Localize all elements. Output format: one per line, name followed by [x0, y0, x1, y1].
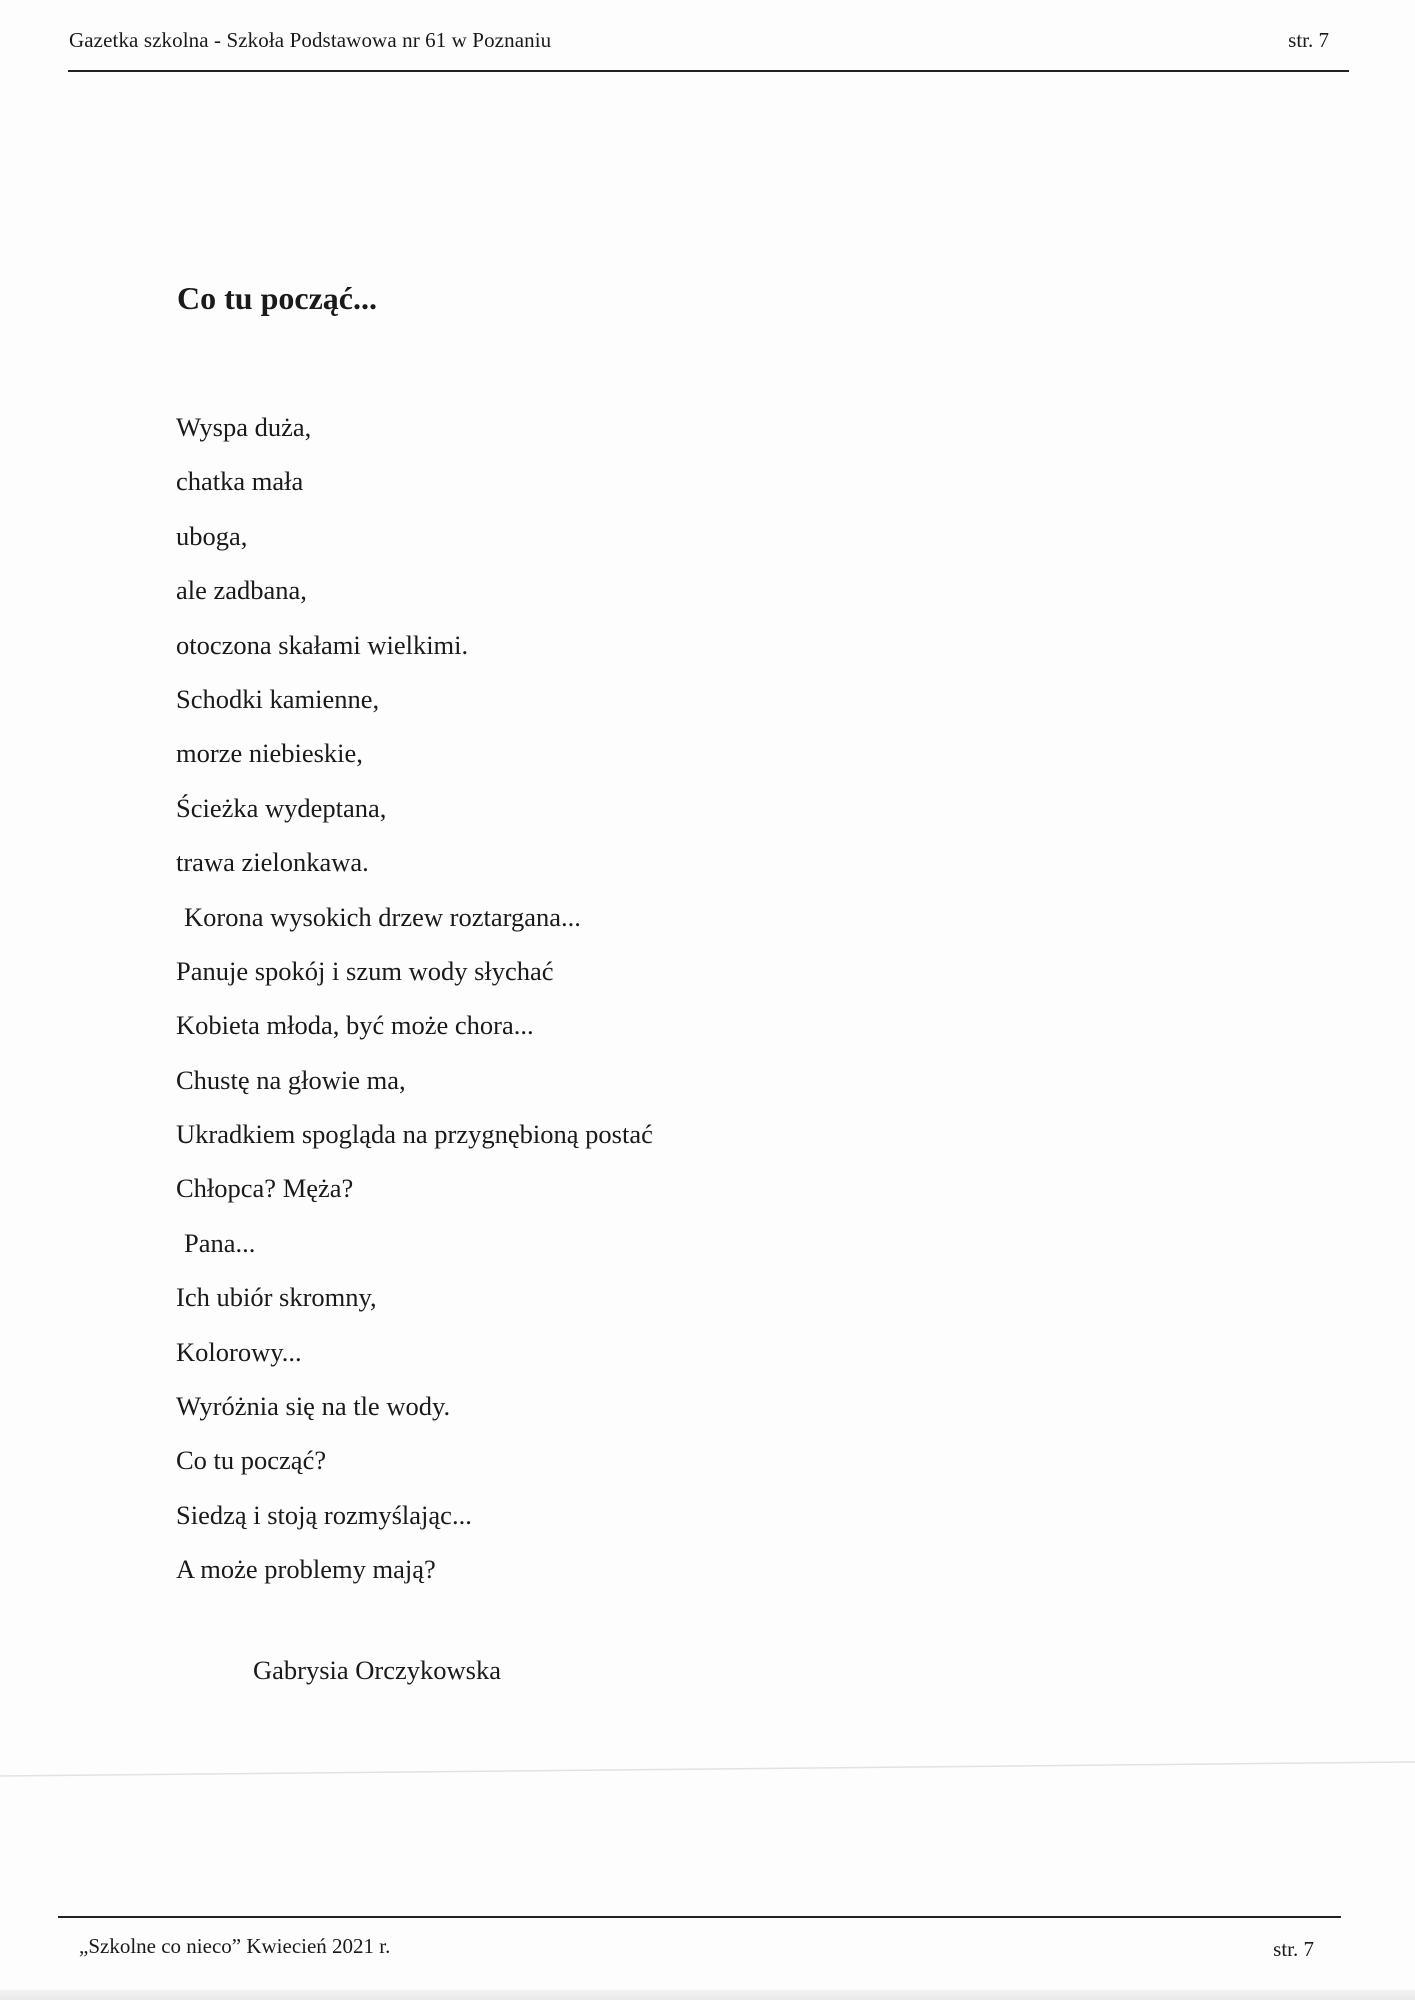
- poem-line: chatka mała: [176, 466, 304, 497]
- poem-line: Chłopca? Męża?: [176, 1173, 354, 1204]
- poem-line: Chustę na głowie ma,: [176, 1064, 406, 1095]
- poem-line: Schodki kamienne,: [176, 683, 380, 714]
- poem-title: Co tu począć...: [177, 280, 377, 316]
- footer-issue-title: „Szkolne co nieco” Kwiecień 2021 r.: [79, 1934, 391, 1958]
- header-divider: [68, 70, 1349, 72]
- poem-line: Korona wysokich drzew roztargana...: [184, 901, 581, 932]
- poem-line: uboga,: [176, 520, 248, 551]
- poem-line: otoczona skałami wielkimi.: [176, 629, 469, 660]
- poem-line: Kobieta młoda, być może chora...: [176, 1010, 534, 1041]
- poem-line: A może problemy mają?: [176, 1554, 436, 1585]
- poem-line: Panuje spokój i szum wody słychać: [176, 955, 554, 986]
- poem-line: Wyróżnia się na tle wody.: [176, 1391, 451, 1422]
- poem-line: morze niebieskie,: [176, 738, 363, 769]
- footer-divider: [58, 1916, 1341, 1918]
- footer-page-number: str. 7: [1273, 1937, 1314, 1961]
- header-page-number: str. 7: [1288, 28, 1329, 52]
- scan-fold-line: [0, 1752, 1415, 1782]
- poem-line: Siedzą i stoją rozmyślając...: [176, 1499, 472, 1530]
- poem-author: Gabrysia Orczykowska: [253, 1655, 501, 1685]
- poem-line: Pana...: [184, 1227, 256, 1258]
- poem-line: Ukradkiem spogląda na przygnębioną postać: [176, 1119, 653, 1150]
- poem-line: Kolorowy...: [176, 1336, 302, 1367]
- header-publication-title: Gazetka szkolna - Szkoła Podstawowa nr 61 w Poznaniu: [69, 28, 552, 52]
- poem-line: Wyspa duża,: [176, 412, 312, 442]
- poem-line: Co tu począć?: [176, 1445, 327, 1476]
- poem-line: trawa zielonkawa.: [176, 847, 369, 878]
- poem-line: Ich ubiór skromny,: [176, 1282, 377, 1313]
- poem-body: [176, 400, 653, 1597]
- poem-line: Ścieżka wydeptana,: [176, 792, 387, 823]
- scan-bottom-edge: [0, 1990, 1415, 2000]
- poem-line: ale zadbana,: [176, 575, 307, 606]
